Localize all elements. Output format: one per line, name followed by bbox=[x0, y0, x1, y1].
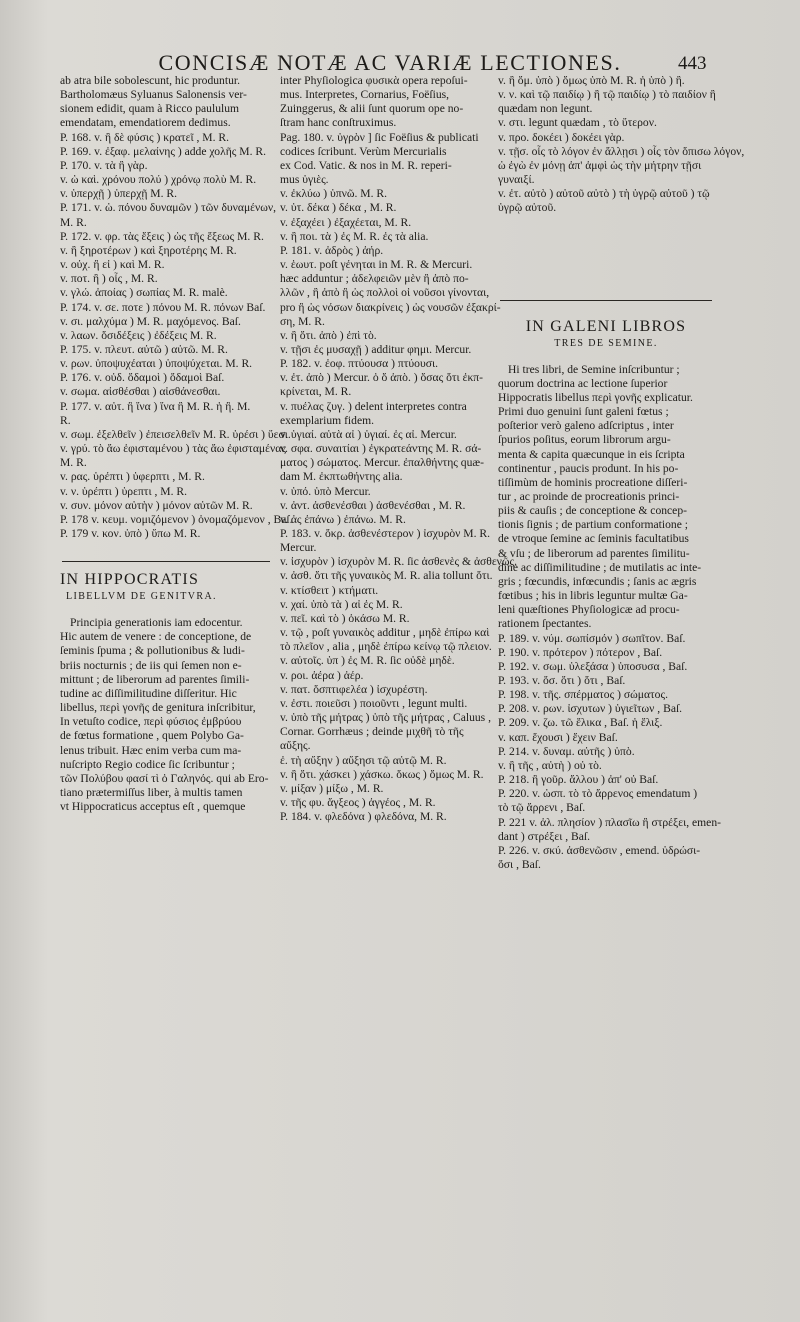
text-line: M. R. bbox=[60, 215, 87, 229]
text-line: v. προ. δοκέει ) δοκέει γὰρ. bbox=[498, 130, 625, 144]
text-line: v. λαων. ὄσιδέξεις ) ἐδέξεις M. R. bbox=[60, 328, 217, 342]
text-line: v. μίξαν ) μίξω , M. R. bbox=[280, 781, 384, 795]
text-line: v. τῇσ. οἷς τὸ λόγον ἐν ἄλλῃσι ) οἷς τὸν ὄπισω λόγον, bbox=[498, 144, 745, 158]
text-line: emendatam, emendatiorem dedimus. bbox=[60, 116, 231, 130]
text-line: ſeminis ſpuma ; & pollutionibus & ludi- bbox=[60, 644, 245, 658]
text-line: P. 218. ἢ γοῦρ. ἄλλου ) ἀπ' οὐ Baſ. bbox=[498, 773, 659, 787]
text-line: leni quæſtiones Phyſiologicæ ad procu- bbox=[498, 603, 680, 617]
right-notes-block bbox=[498, 74, 745, 216]
text-line: v. ἢ ποι. τὰ ) ἐς M. R. ἐς τὰ alia. bbox=[280, 229, 429, 243]
text-line: & vſu ; de liberorum ad parentes ſimilitu- bbox=[498, 546, 690, 560]
text-line: v. ὑπερχῇ ) ὑπερχῇ M. R. bbox=[60, 187, 178, 201]
text-line: v. σωμ. ἐξελθεῖν ) ἐπεισελθεῖν M. R. ὑρέσι ) ὕεσι. bbox=[60, 427, 291, 441]
text-line: v. ἀντ. ἀσθενέσθαι ) ἀσθενέσθαι , M. R. bbox=[280, 498, 466, 512]
text-line: P. 209. v. ζω. τῶ ἕλικα , Baſ. ἡ ἕλιξ. bbox=[498, 716, 663, 730]
text-line: v. οὐχ. ἢ εἰ ) καὶ M. R. bbox=[60, 258, 165, 272]
text-line: P. 179 v. κον. ὑπὸ ) ὕπω M. R. bbox=[60, 527, 201, 540]
text-line: Hippocratis libellus περὶ γονῆς explicatur. bbox=[498, 390, 693, 404]
text-line: v. ν. καὶ τῷ παιδίῳ ) ἢ τῷ παιδίῳ ) τὸ παιδίον ἢ bbox=[498, 88, 716, 102]
text-line: piis & cauſis ; de conceptione & concep- bbox=[498, 504, 687, 518]
text-line: dine ac diſſimilitudine ; de mutilatis ac inte- bbox=[498, 560, 702, 574]
text-line: ὑγρῷ αὐτοῦ. bbox=[498, 201, 557, 215]
text-line: ματος ) σώματος. Mercur. ἐπαλθήντης quæ- bbox=[280, 456, 484, 470]
text-line: v. ἐστι. ποιεῦσι ) ποιοῦντι , legunt multi. bbox=[280, 696, 468, 710]
text-line: v. ἰσχυρὸν ) ἰσχυρὸν M. R. ſic ἀσθενὲς & ἀσθενῶς. bbox=[280, 555, 518, 569]
text-line: P. 184. v. φλεδόνα ) φλεδόνα, M. R. bbox=[280, 810, 447, 824]
text-line: Primi duo genuini ſunt galeni fœtus ; bbox=[498, 405, 669, 419]
section-divider bbox=[62, 561, 270, 562]
text-line: v. σωμα. αἰσθέσθαι ) αἰσθάνεσθαι. bbox=[60, 385, 221, 399]
text-line: mus. Interpretes, Cornarius, Foëſius, bbox=[280, 88, 450, 102]
text-line: ὅσι , Baſ. bbox=[498, 858, 541, 872]
text-line: P. 168. v. ἢ δὲ φύσις ) κρατεῖ , M. R. bbox=[60, 130, 230, 144]
left-notes-block bbox=[60, 74, 293, 541]
text-line: P. 181. v. ἀδρὸς ) ἀήρ. bbox=[280, 243, 384, 257]
text-line: tur , ac proinde de procreationis princi- bbox=[498, 489, 680, 503]
text-line: v. ὑπὸ τῆς μήτρας ) ὑπὸ τῆς μήτρας , Caluus , bbox=[280, 711, 491, 725]
genitura-paragraph bbox=[60, 616, 272, 814]
text-line: P. 178 v. κευμ. νομιζόμενον ) ὀνομαζόμενον , Baſ. bbox=[60, 512, 293, 526]
text-line: vt Hippocraticus acceptus eſt , quemque bbox=[60, 800, 246, 814]
section-subtitle-semine: TRES DE SEMINE. bbox=[554, 337, 658, 349]
text-line: menta & capita quæcunque in eis ſcripta bbox=[498, 447, 685, 461]
text-line: v. ἐκλύω ) ὑπνῶ. M. R. bbox=[280, 187, 387, 201]
text-line: v. συν. μόνον αὐτὴν ) μόνον αὐτῶν M. R. bbox=[60, 498, 253, 512]
text-line: P. 221 v. ἀλ. πλησίον ) πλασῖω ἢ στρέξει, emen- bbox=[498, 815, 721, 829]
text-line: Hic autem de venere : de conceptione, de bbox=[60, 630, 252, 644]
text-line: v. ἐξαχέει ) ἐξαχέεται, M. R. bbox=[280, 215, 412, 229]
text-line: hæc adduntur ; ἀδελφειῶν μὲν ἢ ἀπὸ πο- bbox=[280, 272, 469, 286]
text-line: v. ρων. ὑποψυχέαται ) ὑποψύχεται. M. R. bbox=[60, 357, 253, 371]
text-line: tiano prætermiſſus liber, à multis tamen bbox=[60, 786, 243, 800]
text-line: gris ; fœcundis, infœcundis ; ſanis ac ægris bbox=[498, 574, 697, 588]
text-line: P. 198. v. τῆς. σπέρματος ) σώματος. bbox=[498, 688, 668, 702]
text-line: P. 182. v. ἐοφ. πτύουσα ) πτύουσι. bbox=[280, 357, 438, 371]
text-line: Cornar. Gorrhæus ; deinde μιχθῆ τὸ τῆς bbox=[280, 725, 464, 739]
text-line: v. ἢ ὅτι. χάσκει ) χάσκω. ὅκως ) ὅμως M. R. bbox=[280, 767, 484, 781]
text-line: v. χαί. ὑπὸ τὰ ) αἱ ἐς M. R. bbox=[280, 597, 403, 611]
text-line: v. ἢ ὅμ. ὑπὸ ) ὅμως ὑπὸ M. R. ἡ ὑπὸ ) ἢ. bbox=[498, 74, 685, 87]
text-line: inter Phyſiologica φυσικὰ opera repoſui- bbox=[280, 74, 468, 87]
column-right bbox=[498, 74, 745, 872]
text-line: lenus tribuit. Hæc enim verba cum ma- bbox=[60, 743, 242, 757]
text-line: Mercur. bbox=[280, 541, 317, 555]
text-line: Zuinggerus, & alii ſunt quorum ope no- bbox=[280, 102, 464, 116]
text-line: v. ἐτ. ἀπὸ ) Mercur. ὁ ὅ ἀπὸ. ) ὅσας ὅτι ἐκπ- bbox=[280, 371, 484, 385]
text-line: ἐ. τὴ αὔξην ) αὔξησι τῷ αὐτῷ M. R. bbox=[280, 753, 447, 767]
text-line: de vtroque ſemine ac ſeminis facultatibus bbox=[498, 532, 689, 546]
text-line: P. 226. v. σκύ. ἀσθενῶσιν , emend. ὑδρώσι- bbox=[498, 843, 701, 857]
text-line: tiſſimùm de hominis procreatione diſſeri- bbox=[498, 475, 688, 489]
text-line: exemplarium fidem. bbox=[280, 413, 375, 427]
text-line: ab atra bile sobolescunt, hic produntur. bbox=[60, 74, 240, 87]
text-line: v. ἢ τῆς , αὐτὴ ) οὐ τὸ. bbox=[498, 758, 602, 772]
section-title-hippocratis: IN HIPPOCRATIS bbox=[60, 571, 200, 589]
text-line: tionis ſignis ; de partium conformatione ; bbox=[498, 518, 688, 532]
text-line: P. 220. v. ὡσπ. τὸ τὸ ἄρρενος emendatum ) bbox=[498, 787, 698, 801]
section-divider bbox=[500, 300, 712, 301]
text-line: mittunt ; de liberorum ad parentes ſimili- bbox=[60, 672, 250, 686]
text-line: P. 177. v. αὐτ. ἢ ἵνα ) ἵνα ἢ M. R. ἡ ἢ. M. bbox=[60, 399, 251, 413]
text-line: rationem ſpectantes. bbox=[498, 617, 592, 631]
text-line: v. τῆς φυ. ἄγξεος ) ἀγγέος , M. R. bbox=[280, 795, 436, 809]
text-line: fœtibus ; his in libris leguntur multæ Ga- bbox=[498, 589, 688, 603]
text-line: quædam non legunt. bbox=[498, 102, 593, 116]
text-line: τῶν Πολύβου φασί τὶ ὁ Γαληνός. qui ab Ero- bbox=[60, 771, 269, 785]
text-line: P. 190. v. πρότερον ) πότερον , Baſ. bbox=[498, 645, 663, 659]
page-number: 443 bbox=[678, 53, 707, 74]
section-title-galeni: IN GALENI LIBROS bbox=[525, 317, 687, 335]
text-line: v. γλώ. ἀποίας ) σωπίας M. R. malè. bbox=[60, 286, 228, 300]
text-line: quorum doctrina ac lectione ſuperior bbox=[498, 376, 668, 390]
text-line: v. ὑτ. δέκα ) δέκα , M. R. bbox=[280, 201, 397, 215]
text-line: Principia generationis iam edocentur. bbox=[70, 616, 243, 630]
text-line: Pag. 180. v. ὑγρὸν ] ſic Foëſius & publicati bbox=[280, 130, 479, 144]
text-line: v. ἐτ. αὐτὸ ) αὐτοῦ αὐτὸ ) τὴ ὑγρῷ αὐτοῦ ) τῷ bbox=[498, 187, 710, 201]
text-line: v. ν. ὑρέπτι ) ὑρεπτι , M. R. bbox=[60, 484, 188, 498]
text-line: nuſcripto Regio codice ſic ſcribuntur ; bbox=[60, 757, 235, 771]
text-line: v. ὑπό. ὑπὸ Mercur. bbox=[280, 484, 371, 498]
text-line: dam M. ἐκπτωθήντης alia. bbox=[280, 470, 403, 484]
text-line: mus ὑγιὲς. bbox=[280, 173, 329, 187]
text-line: In vetuſto codice, περὶ φύσιος ἐμβρύου bbox=[60, 715, 242, 729]
text-line: v. καπ. ἔχουσι ) ἔχειν Baſ. bbox=[498, 730, 618, 744]
text-line: v. πυέλας ζυγ. ) delent interpretes contra bbox=[280, 399, 467, 413]
running-head: CONCISÆ NOTÆ AC VARIÆ LECTIONES. bbox=[158, 50, 622, 75]
text-line: v. σι. μαλχύμα ) M. R. μαχόμενος. Baſ. bbox=[60, 314, 241, 328]
text-line: v. ποτ. ἢ ) οἷς , M. R. bbox=[60, 272, 158, 286]
text-line: ὡ ἐγὼ ἐν μόνῃ ἀπ' ἀμφὶ ὡς τὴν μήτρην τῇσι bbox=[498, 158, 702, 172]
text-line: κρίνεται, M. R. bbox=[280, 385, 352, 399]
text-line: libellus, περὶ γονῆς de genitura inſcribitur, bbox=[60, 701, 256, 715]
text-line: v. ὑγιαί. αὐτὰ αἰ ) ὑγιαί. ἐς αἰ. Mercur. bbox=[280, 427, 457, 441]
text-line: P. 176. v. οὐδ. ὄδαμοὶ ) ὄδαμοὶ Baſ. bbox=[60, 371, 225, 385]
text-line: v. ἢ ξηροτέρων ) καὶ ξηροτέρης M. R. bbox=[60, 243, 237, 257]
text-line: ſtram hanc conſtruximus. bbox=[280, 116, 397, 130]
text-line: dant ) στρέξει , Baſ. bbox=[498, 829, 591, 843]
text-line: ex Cod. Vatic. & nos in M. R. reperi- bbox=[280, 158, 452, 172]
text-line: P. 172. v. φρ. τὰς ἕξεις ) ὡς τῆς ἕξεως M. R. bbox=[60, 229, 264, 243]
text-line: P. 170. v. τὰ ἢ γὰρ. bbox=[60, 158, 148, 172]
text-line: v. τῷ , poſt γυναικὸς additur , μηδὲ ἐπίρω καὶ bbox=[280, 626, 490, 640]
text-line: v. κτίσθειτ ) κτήματι. bbox=[280, 583, 379, 597]
text-line: v. ἀς ἐπάνω ) ἐπάνω. M. R. bbox=[280, 512, 406, 526]
text-line: codices ſcribunt. Verùm Mercurialis bbox=[280, 144, 447, 158]
text-line: v. στι. legunt quædam , τὸ ὕτερον. bbox=[498, 116, 657, 130]
text-line: P. 193. v. ὅσ. ὅτι ) ὅτι , Baſ. bbox=[498, 674, 626, 687]
text-line: ση, M. R. bbox=[280, 314, 325, 328]
text-line: continentur , paucis produnt. In his po- bbox=[498, 461, 679, 475]
text-line: R. bbox=[60, 413, 71, 427]
text-line: v. ροι. ἀέρα ) ἀέρ. bbox=[280, 668, 364, 682]
text-line: v. ἑωυτ. poſt γένηται in M. R. & Mercuri. bbox=[280, 258, 473, 272]
text-line: P. 214. v. δυναμ. αὐτῆς ) ὑπὸ. bbox=[498, 744, 635, 758]
text-line: v. ἢ ὅτι. ἀπὸ ) ἐπὶ τὸ. bbox=[280, 328, 377, 342]
text-line: P. 208. v. ρων. ἰσχυτων ) ὑγιεῖτων , Baſ. bbox=[498, 702, 683, 716]
text-line: poſterior verò galeno adſcriptus , inter bbox=[498, 419, 674, 433]
text-line: λλῶν , ἢ ἀπὸ ἢ ὡς πολλοὶ οἱ νοῦσοι γίνονται, bbox=[280, 286, 490, 300]
text-line: Hi tres libri, de Semine inſcribuntur ; bbox=[508, 362, 680, 376]
text-line: briis nocturnis ; de iis qui ſemen non e- bbox=[60, 658, 242, 672]
text-line: v. αὐτοῖς. ὑπ ) ἐς M. R. ſic οὐδὲ μηδὲ. bbox=[280, 654, 455, 668]
text-line: pro ἢ ὡς νόσων διακρίνεις ) ὡς νουσῶν ἐξακρί- bbox=[280, 300, 501, 314]
text-line: v. ὡ καὶ. χρόνου πολύ ) χρόνῳ πολὺ M. R. bbox=[60, 173, 257, 187]
text-line: P. 189. v. νύμ. σωπίσμόν ) σωπῖτον. Baſ. bbox=[498, 631, 686, 645]
text-line: tudine ac diſſimilitudine diſſeritur. Hic bbox=[60, 686, 237, 700]
column-left bbox=[60, 74, 293, 814]
text-line: P. 192. v. σωμ. ὑλεξάσα ) ὑποσυσα , Baſ. bbox=[498, 659, 688, 673]
text-line: v. πατ. ὄσπτιφελέα ) ἰσχυρέστη. bbox=[280, 682, 428, 696]
text-line: v. σφα. συναιτίαι ) ἐγκρατεάντης M. R. σά- bbox=[280, 442, 482, 456]
text-line: v. ἀσθ. ὅτι τῆς γυναικὸς M. R. alia tollunt ὅτι. bbox=[280, 569, 493, 583]
text-line: sionem edidit, quam à Ricco paululum bbox=[60, 102, 240, 116]
text-line: γυναιξί. bbox=[498, 173, 535, 187]
text-line: v. πεῖ. καὶ τὸ ) ὀκάσω M. R. bbox=[280, 611, 410, 625]
text-line: P. 183. v. ὄκρ. ἀσθενέστερον ) ἰσχυρὸν M. R. bbox=[280, 527, 491, 540]
text-line: αὔξης. bbox=[280, 739, 311, 753]
text-line: P. 169. v. ἐξαφ. μελαίνης ) adde χολῆς M. R. bbox=[60, 144, 266, 158]
semine-paragraph-and-notes bbox=[498, 362, 721, 873]
text-line: P. 175. v. πλευτ. αὐτῶ ) αὐτῶ. M. R. bbox=[60, 342, 228, 356]
text-line: ſpurios poſitus, eorum librorum argu- bbox=[498, 433, 671, 447]
text-line: v. γρύ. τὸ ἄω ἐφισταμένου ) τὰς ἄω ἐφισταμένας bbox=[60, 442, 286, 456]
text-line: v. τῇσι ἐς μυσαχῇ ) additur φημι. Mercur. bbox=[280, 342, 472, 356]
text-line: M. R. bbox=[60, 456, 87, 470]
text-line: Bartholomæus Syluanus Salonensis ver- bbox=[60, 88, 247, 102]
text-line: v. ρας. ὑρέπτι ) ὑφερπτι , M. R. bbox=[60, 470, 205, 484]
section-subtitle-genitura: LIBELLVM DE GENITVRA. bbox=[66, 591, 217, 603]
text-line: P. 171. v. ὡ. πόνου δυναμῶν ) τῶν δυναμένων, bbox=[60, 201, 277, 215]
text-line: τὸ τῷ ἄρρενι , Baſ. bbox=[498, 801, 586, 815]
text-line: P. 174. v. σε. ποτε ) πόνου M. R. πόνων Baſ. bbox=[60, 300, 266, 314]
text-line: de fœtus formatione , quem Polybo Ga- bbox=[60, 729, 244, 743]
text-line: τὸ πλεῖον , alia , μηδὲ ἐπίρω κείνῳ τῷ πλειον. bbox=[280, 640, 492, 654]
